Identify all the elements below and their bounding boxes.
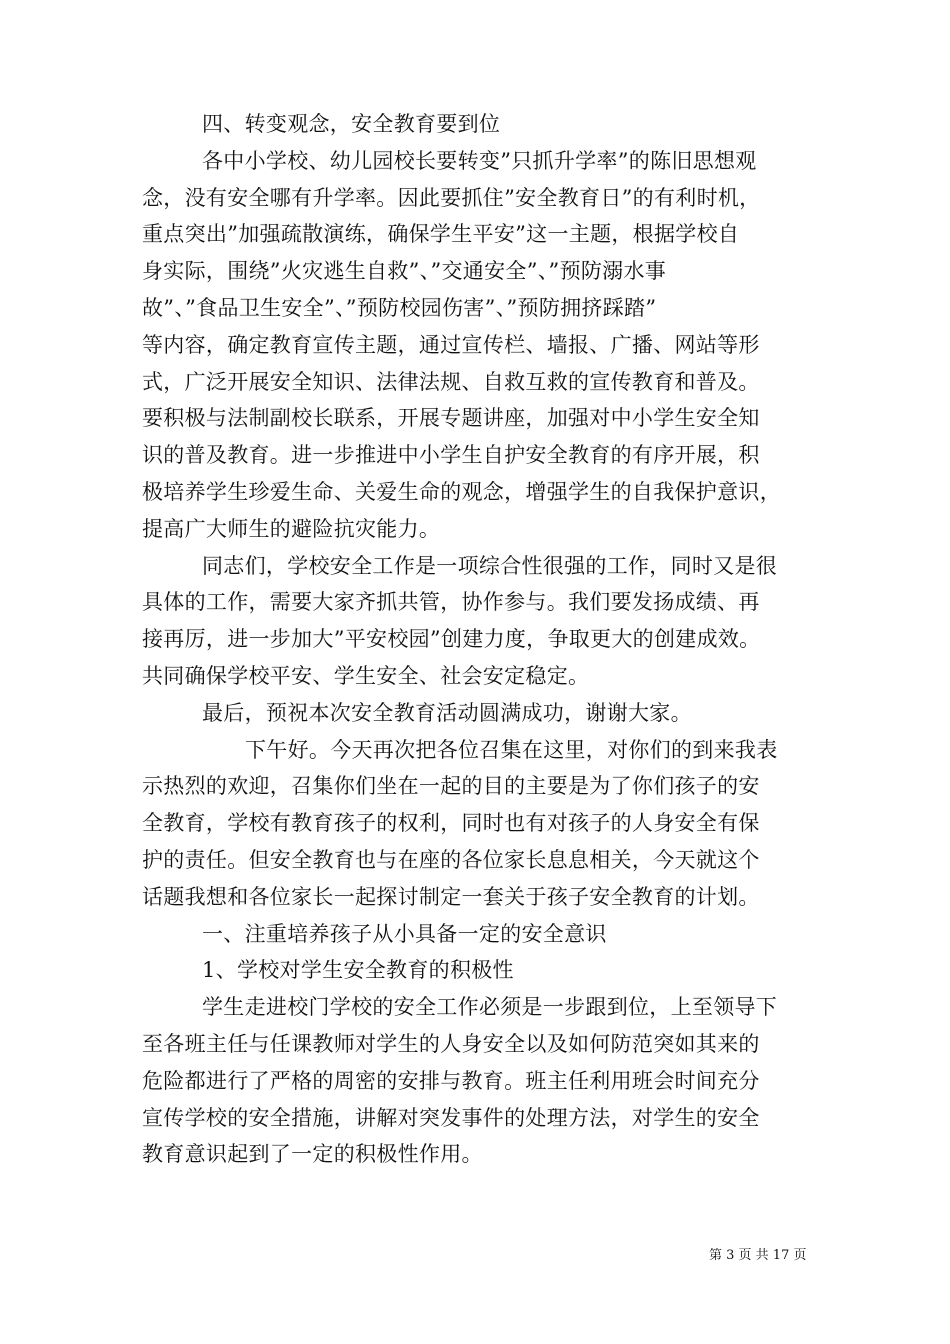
paragraph-line: 护的责任。但安全教育也与在座的各位家长息息相关，今天就这个 (142, 847, 760, 872)
paragraph-line: 示热烈的欢迎，召集你们坐在一起的目的主要是为了你们孩子的安 (142, 774, 760, 799)
paragraph-line: 各中小学校、幼儿园校长要转变”只抓升学率”的陈旧思想观 (202, 148, 757, 173)
paragraph-line: 等内容，确定教育宣传主题，通过宣传栏、墙报、广播、网站等形 (142, 332, 760, 357)
paragraph-line: 念，没有安全哪有升学率。因此要抓住”安全教育日”的有利时机， (142, 185, 761, 210)
subsection-heading: 1、学校对学生安全教育的积极性 (202, 958, 514, 983)
section-heading: 一、注重培养孩子从小具备一定的安全意识 (202, 921, 607, 946)
section-heading: 四、转变观念，安全教育要到位 (202, 112, 501, 136)
paragraph-line: 学生走进校门学校的安全工作必须是一步跟到位，上至领导下 (202, 995, 778, 1020)
paragraph-line: 重点突出”加强疏散演练，确保学生平安”这一主题，根据学校自 (142, 222, 740, 247)
paragraph-line: 危险都进行了严格的周密的安排与教育。班主任利用班会时间充分 (142, 1068, 760, 1093)
paragraph-line: 接再厉，进一步加大”平安校园”创建力度，争取更大的创建成效。 (142, 627, 761, 652)
paragraph-line: 全教育，学校有教育孩子的权利，同时也有对孩子的人身安全有保 (142, 811, 760, 836)
paragraph-line: 具体的工作，需要大家齐抓共管，协作参与。我们要发扬成绩、再 (142, 590, 760, 615)
paragraph-line: 至各班主任与任课教师对学生的人身安全以及如何防范突如其来的 (142, 1031, 760, 1056)
paragraph-line: 式，广泛开展安全知识、法律法规、自救互救的宣传教育和普及。 (142, 369, 760, 394)
paragraph-line: 极培养学生珍爱生命、关爱生命的观念，增强学生的自我保护意识， (142, 479, 781, 504)
document-body (142, 106, 822, 1173)
paragraph-line: 故”、”食品卫生安全”、”预防校园伤害”、”预防拥挤踩踏” (142, 295, 657, 320)
page-number: 第 3 页 共 17 页 (709, 1248, 807, 1263)
paragraph-line: 教育意识起到了一定的积极性作用。 (142, 1142, 483, 1167)
paragraph-line: 最后，预祝本次安全教育活动圆满成功，谢谢大家。 (202, 700, 692, 725)
paragraph-line: 身实际，围绕”火灾逃生自救”、”交通安全”、”预防溺水事 (142, 259, 667, 284)
paragraph-line: 下午好。今天再次把各位召集在这里，对你们的到来我表 (245, 737, 778, 762)
paragraph-line: 共同确保学校平安、学生安全、社会安定稳定。 (142, 663, 590, 688)
paragraph-line: 同志们，学校安全工作是一项综合性很强的工作，同时又是很 (202, 553, 778, 578)
paragraph-line: 宣传学校的安全措施，讲解对突发事件的处理方法，对学生的安全 (142, 1105, 760, 1130)
paragraph-line: 话题我想和各位家长一起探讨制定一套关于孩子安全教育的计划。 (142, 884, 760, 909)
paragraph-line: 识的普及教育。进一步推进中小学生自护安全教育的有序开展，积 (142, 443, 760, 468)
paragraph-line: 要积极与法制副校长联系，开展专题讲座，加强对中小学生安全知 (142, 406, 760, 431)
paragraph-line: 提高广大师生的避险抗灾能力。 (142, 516, 441, 541)
